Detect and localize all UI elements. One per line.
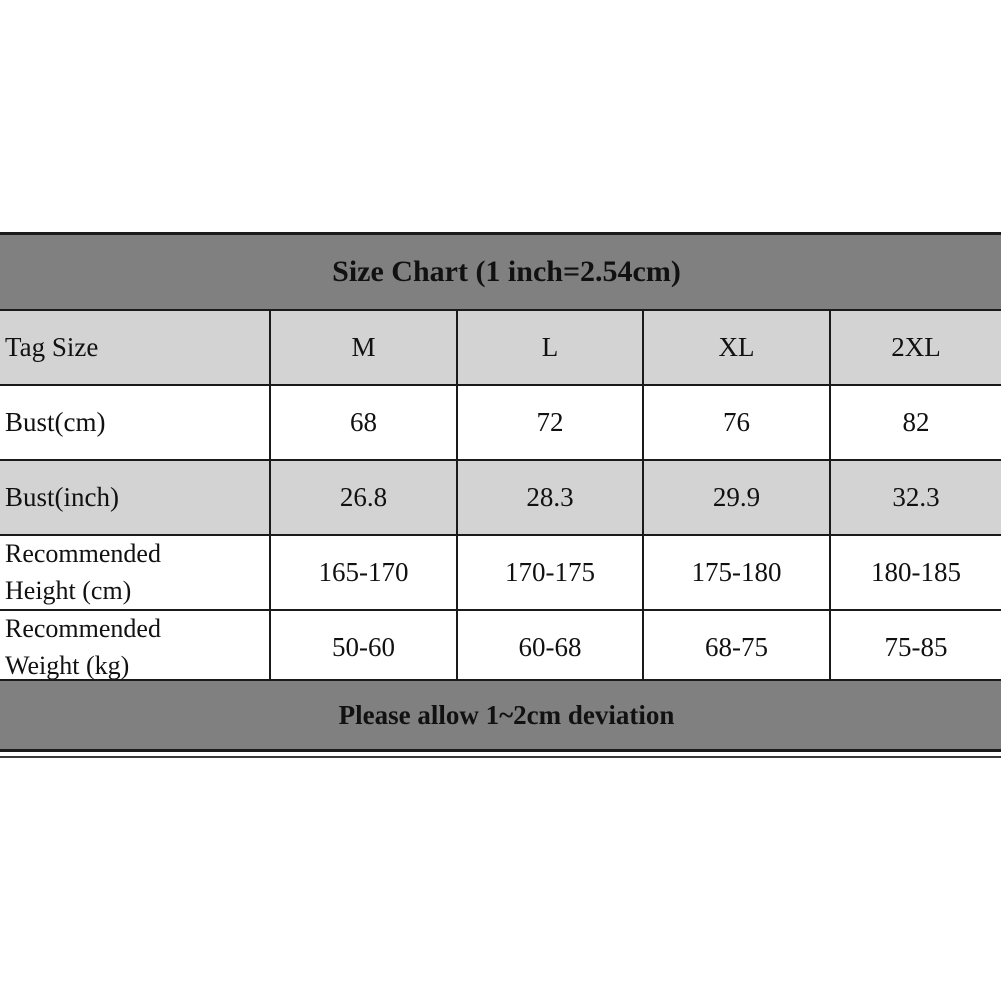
header-label: Tag Size [0,311,270,385]
table-cell: 170-175 [457,535,643,610]
row-label: Bust(inch) [0,460,270,535]
row-label [0,535,270,610]
table-cell: 175-180 [643,535,830,610]
bottom-divider [0,756,1001,758]
table-cell: 60-68 [457,610,643,684]
row-label-line2: Height (cm) [5,575,132,605]
table-row [0,460,1001,535]
table-cell: 29.9 [643,460,830,535]
chart-title: Size Chart (1 inch=2.54cm) [0,235,1001,311]
table-cell: 82 [830,385,1001,460]
table-cell: 165-170 [270,535,457,610]
table-cell: 26.8 [270,460,457,535]
table-cell: 32.3 [830,460,1001,535]
table-cell: 28.3 [457,460,643,535]
row-label [0,610,270,684]
size-xl: XL [643,311,830,385]
table-cell: 72 [457,385,643,460]
table-cell: 180-185 [830,535,1001,610]
header-row [0,311,1001,385]
table-cell: 76 [643,385,830,460]
row-label-line1: Recommended [5,614,161,644]
size-chart [0,232,1001,752]
table-row [0,610,1001,684]
size-l: L [457,311,643,385]
row-label: Bust(cm) [0,385,270,460]
table-cell: 68-75 [643,610,830,684]
size-2xl: 2XL [830,311,1001,385]
table-cell: 68 [270,385,457,460]
size-table [0,311,1001,684]
table-cell: 75-85 [830,610,1001,684]
row-label-line1: Recommended [5,539,161,569]
table-row [0,535,1001,610]
deviation-note: Please allow 1~2cm deviation [0,679,1001,749]
size-m: M [270,311,457,385]
table-cell: 50-60 [270,610,457,684]
table-row [0,385,1001,460]
row-label-line2: Weight (kg) [5,650,130,680]
